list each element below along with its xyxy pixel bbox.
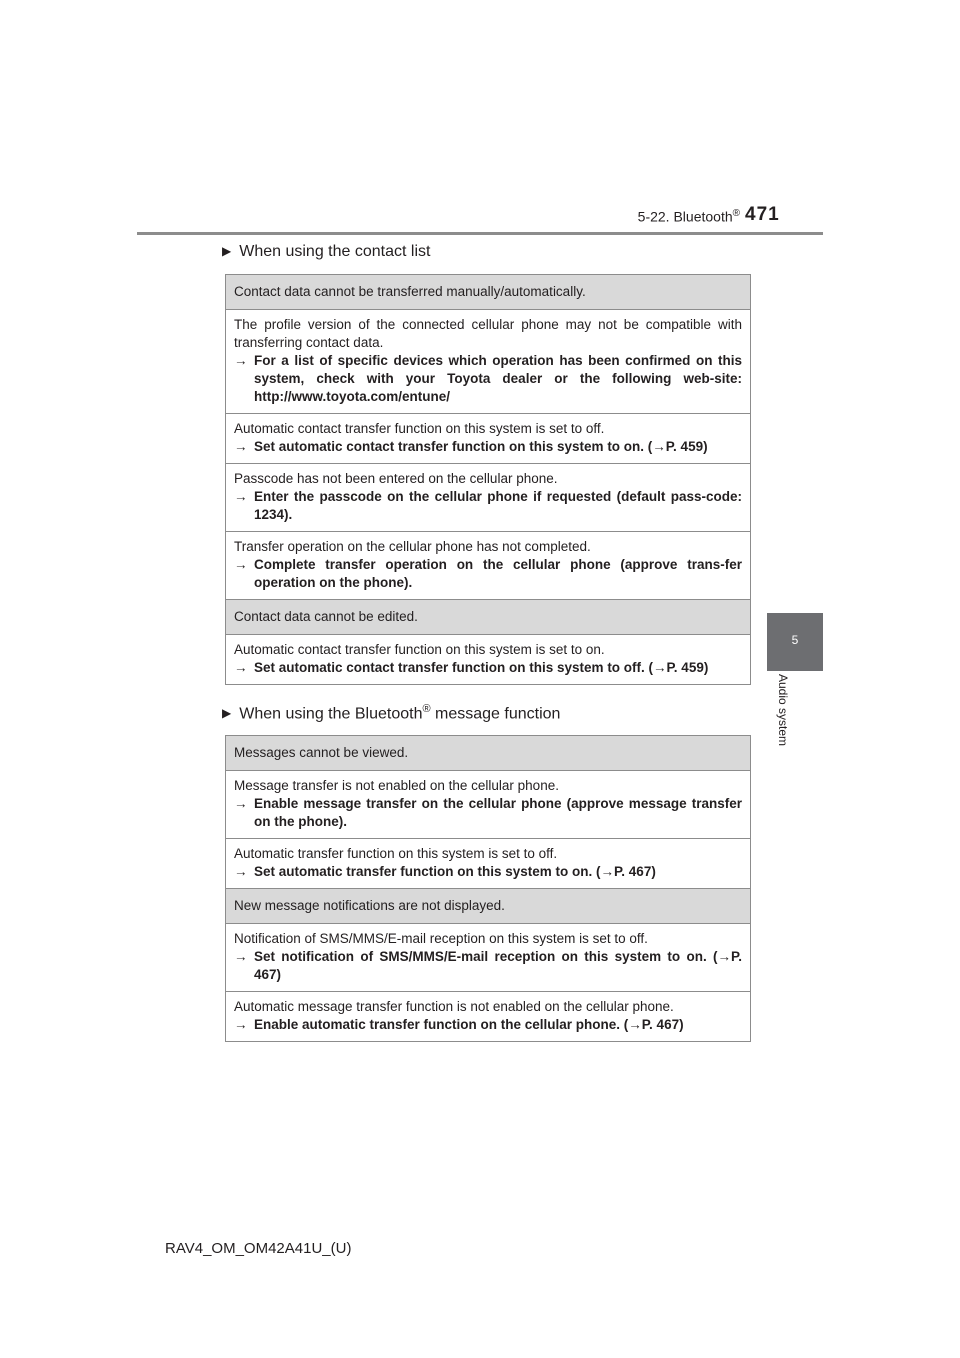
remedy bbox=[234, 795, 742, 831]
cause-remedy-cell bbox=[226, 992, 751, 1042]
chapter-label: Audio system bbox=[776, 673, 790, 747]
problem-heading: Messages cannot be viewed. bbox=[226, 736, 751, 771]
contact-list-heading bbox=[222, 243, 430, 261]
triangle-bullet-icon: ▶ bbox=[222, 706, 232, 721]
cause-text: Automatic contact transfer function on this system is set to on. bbox=[234, 642, 605, 657]
remedy-text: Enable automatic transfer function on the cellular phone. (→P. 467) bbox=[254, 1017, 684, 1032]
cause-text: Automatic message transfer function is not enabled on the cellular phone. bbox=[234, 999, 674, 1014]
arrow-icon: → bbox=[234, 949, 248, 964]
cause-remedy-row bbox=[226, 414, 751, 464]
cause-remedy-cell bbox=[226, 414, 751, 464]
contact-list-heading-text: When using the contact list bbox=[239, 243, 431, 260]
page-number: 471 bbox=[745, 204, 780, 225]
remedy-text: Enter the passcode on the cellular phone if requested (default pass-code: 1234). bbox=[254, 489, 742, 522]
remedy bbox=[234, 948, 742, 984]
arrow-icon: → bbox=[234, 660, 248, 675]
remedy bbox=[234, 438, 742, 456]
problem-heading-row bbox=[226, 600, 751, 635]
cause-text: Notification of SMS/MMS/E-mail reception on this system is set to off. bbox=[234, 931, 648, 946]
remedy bbox=[234, 659, 742, 677]
problem-heading: Contact data cannot be edited. bbox=[226, 600, 751, 635]
cause-remedy-cell bbox=[226, 924, 751, 992]
problem-heading: Contact data cannot be transferred manually/automatically. bbox=[226, 275, 751, 310]
cause-remedy-row bbox=[226, 635, 751, 685]
arrow-icon: → bbox=[234, 353, 248, 368]
cause-remedy-row bbox=[226, 771, 751, 839]
cause-text: Automatic contact transfer function on this system is set to off. bbox=[234, 421, 605, 436]
remedy-text: Complete transfer operation on the cellular phone (approve trans-fer operation on the phone). bbox=[254, 557, 742, 590]
remedy-text: Set automatic contact transfer function on this system to off. (→P. 459) bbox=[254, 660, 709, 675]
remedy bbox=[234, 352, 742, 406]
arrow-icon: → bbox=[234, 439, 248, 454]
problem-heading-row bbox=[226, 736, 751, 771]
problem-heading-row bbox=[226, 889, 751, 924]
cause-remedy-cell bbox=[226, 839, 751, 889]
section-title bbox=[560, 208, 740, 225]
arrow-icon: → bbox=[234, 557, 248, 572]
arrow-icon: → bbox=[234, 1017, 248, 1032]
header-divider bbox=[137, 232, 823, 235]
problem-heading-row bbox=[226, 275, 751, 310]
arrow-icon: → bbox=[234, 864, 248, 879]
remedy-text: Set notification of SMS/MMS/E-mail reception on this system to on. (→P. 467) bbox=[254, 949, 742, 982]
cause-remedy-row bbox=[226, 992, 751, 1042]
remedy bbox=[234, 488, 742, 524]
cause-remedy-row bbox=[226, 532, 751, 600]
arrow-icon: → bbox=[234, 489, 248, 504]
section-title-text: 5-22. Bluetooth bbox=[637, 208, 733, 225]
cause-text: Transfer operation on the cellular phone has not completed. bbox=[234, 539, 591, 554]
chapter-number: 5 bbox=[791, 633, 799, 647]
remedy bbox=[234, 1016, 742, 1034]
cause-remedy-cell bbox=[226, 310, 751, 414]
arrow-icon: → bbox=[234, 796, 248, 811]
registered-mark: ® bbox=[422, 703, 431, 715]
triangle-bullet-icon: ▶ bbox=[222, 244, 232, 258]
cause-text: Automatic transfer function on this system is set to off. bbox=[234, 846, 558, 861]
cause-text: The profile version of the connected cellular phone may not be compatible with transferring contact data. bbox=[234, 317, 742, 350]
remedy bbox=[234, 556, 742, 592]
message-heading-suffix: message function bbox=[430, 705, 561, 723]
problem-heading: New message notifications are not displayed. bbox=[226, 889, 751, 924]
cause-remedy-row bbox=[226, 464, 751, 532]
message-heading-prefix: When using the Bluetooth bbox=[239, 705, 423, 723]
cause-remedy-cell bbox=[226, 771, 751, 839]
remedy-text: Enable message transfer on the cellular phone (approve message transfer on the phone). bbox=[254, 796, 742, 829]
message-function-table bbox=[225, 735, 751, 1042]
remedy-text: For a list of specific devices which operation has been confirmed on this system, check with your Toyota dealer or the following web-site: http://www.toyota.com/entune/ bbox=[254, 353, 742, 404]
remedy bbox=[234, 863, 742, 881]
cause-text: Passcode has not been entered on the cellular phone. bbox=[234, 471, 558, 486]
message-function-heading bbox=[222, 703, 560, 723]
cause-remedy-cell bbox=[226, 464, 751, 532]
document-code: RAV4_OM_OM42A41U_(U) bbox=[165, 1240, 352, 1257]
cause-remedy-row bbox=[226, 310, 751, 414]
cause-text: Message transfer is not enabled on the cellular phone. bbox=[234, 778, 559, 793]
contact-list-table bbox=[225, 274, 751, 685]
cause-remedy-cell bbox=[226, 532, 751, 600]
registered-mark: ® bbox=[732, 208, 740, 219]
cause-remedy-row bbox=[226, 924, 751, 992]
remedy-text: Set automatic contact transfer function on this system to on. (→P. 459) bbox=[254, 439, 708, 454]
cause-remedy-cell bbox=[226, 635, 751, 685]
remedy-text: Set automatic transfer function on this system to on. (→P. 467) bbox=[254, 864, 656, 879]
cause-remedy-row bbox=[226, 839, 751, 889]
